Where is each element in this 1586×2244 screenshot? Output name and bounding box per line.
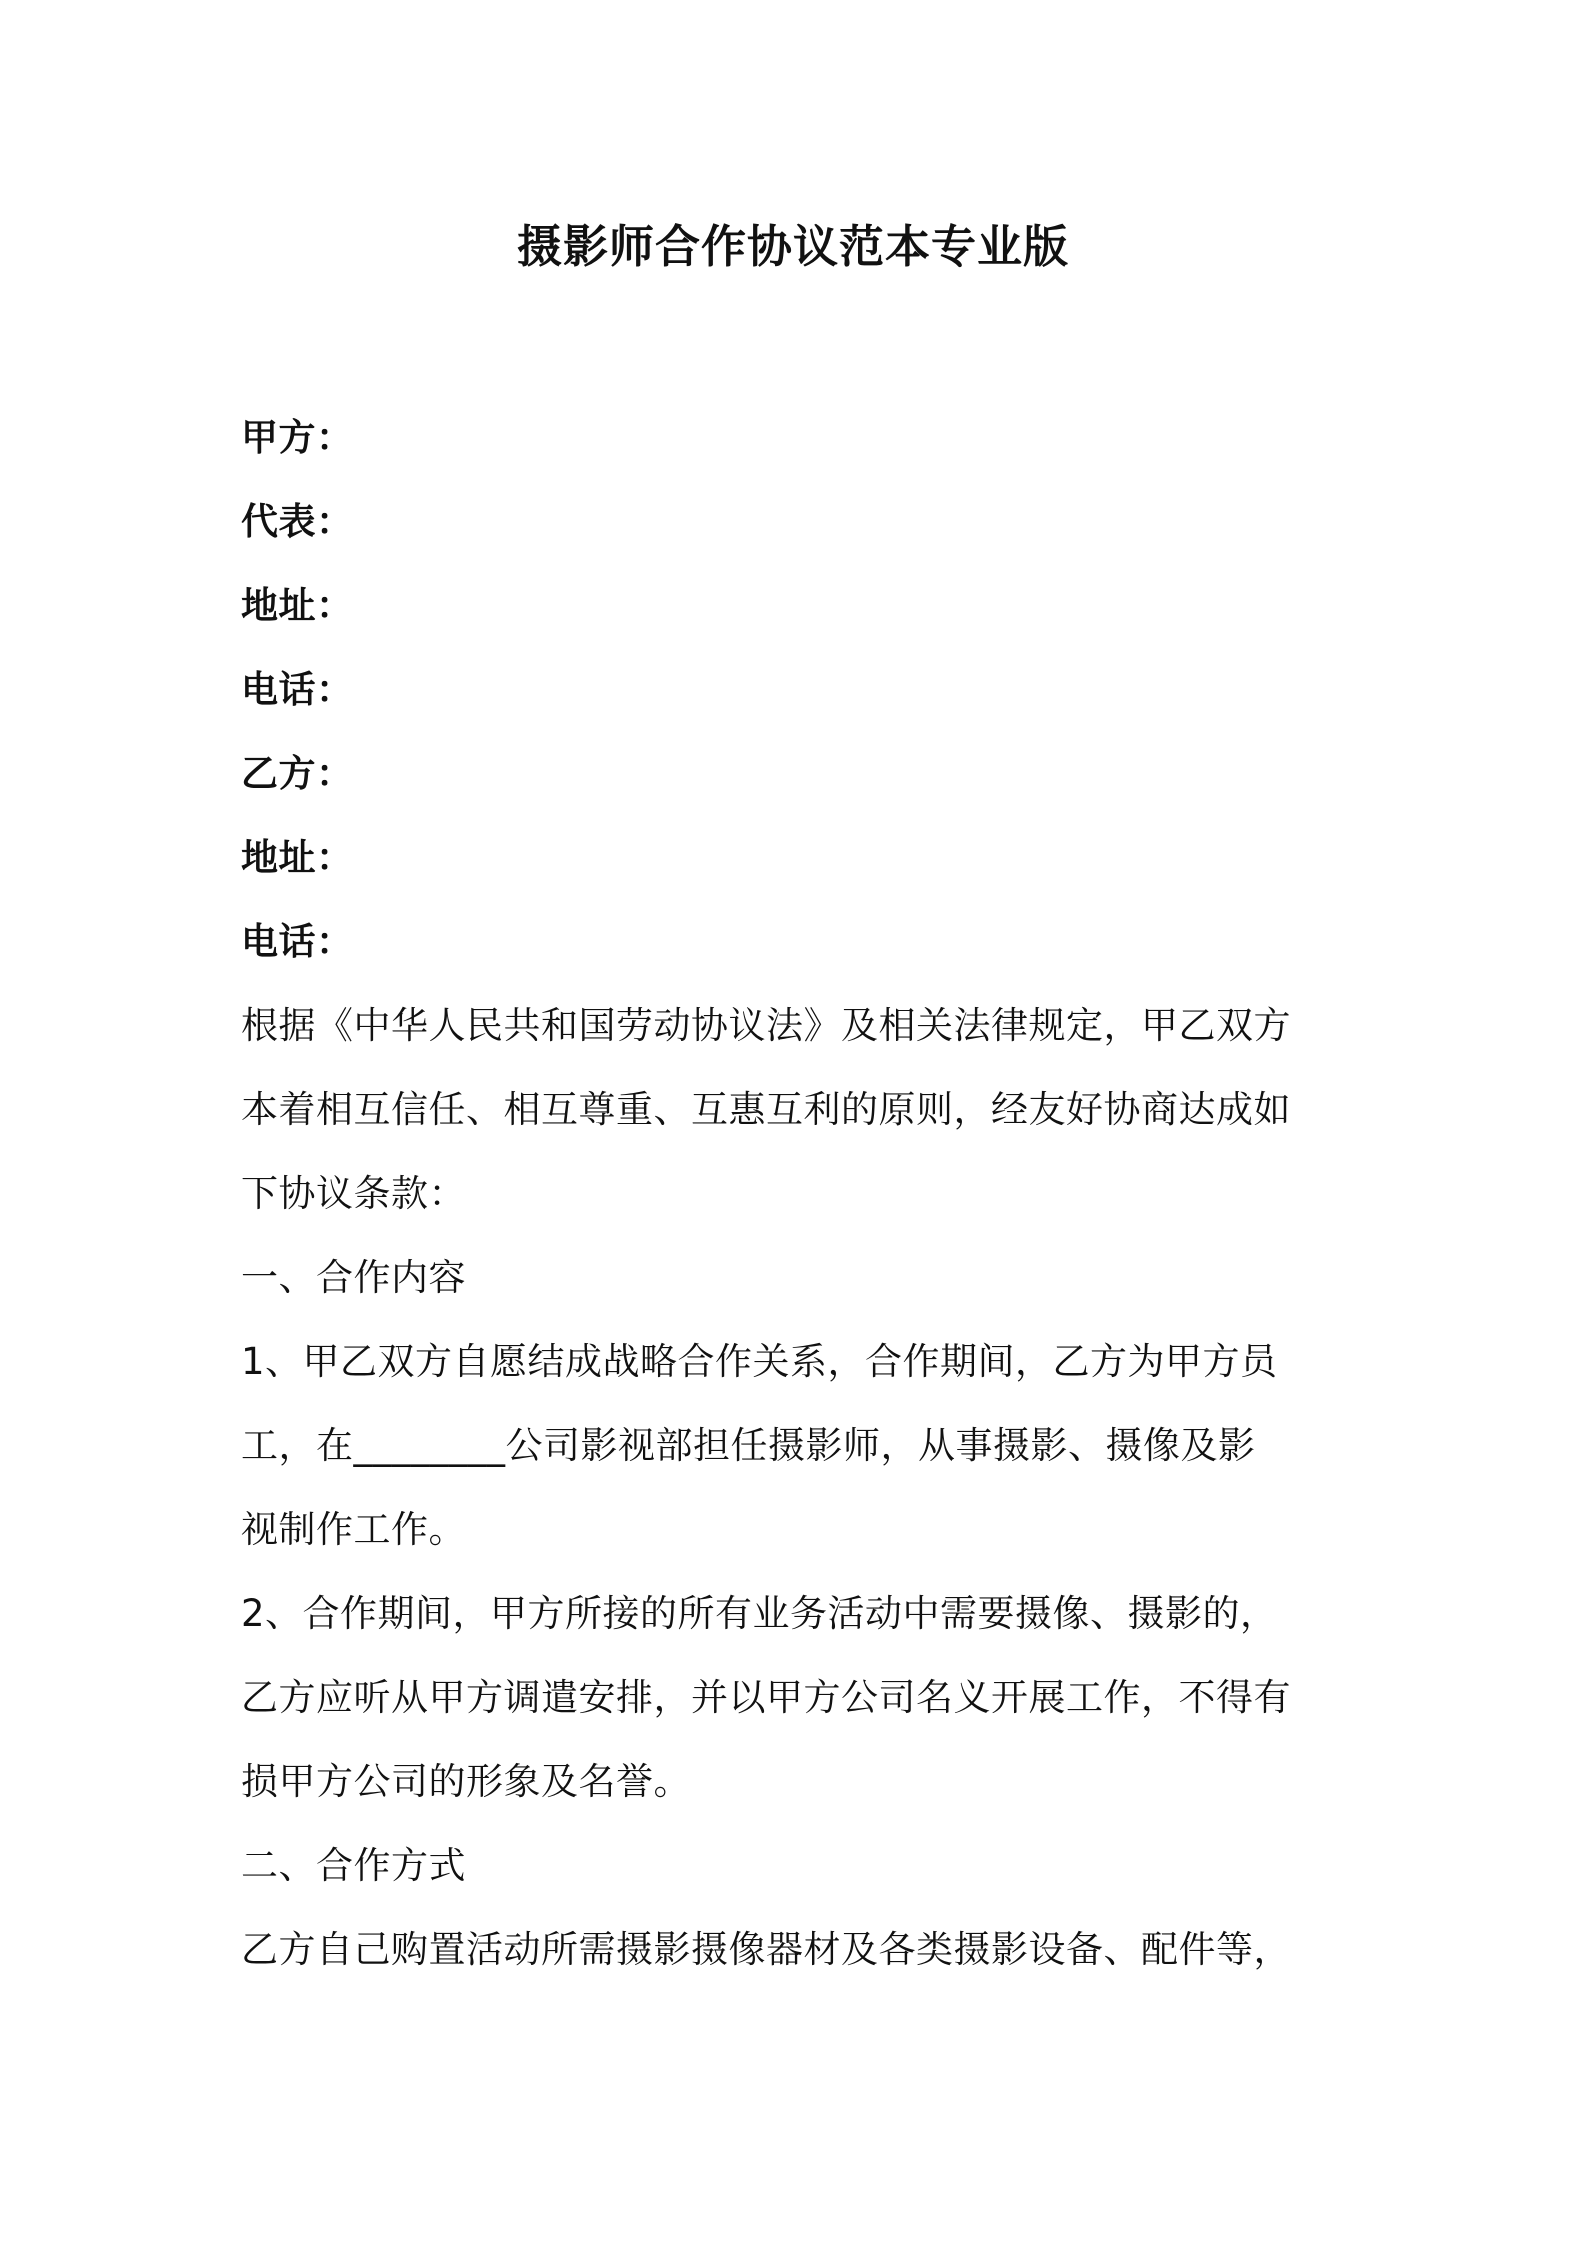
field-representative: 代表： [241, 500, 354, 543]
clause-line: 2、合作期间，甲方所接的所有业务活动中需要摄像、摄影的， [241, 1592, 1278, 1635]
field-party-b: 乙方： [241, 752, 354, 795]
document-body [241, 396, 1356, 1992]
preamble-line: 本着相互信任、相互尊重、互惠互利的原则，经友好协商达成如 [241, 1088, 1291, 1131]
section-heading-cooperation-content: 一、合作内容 [241, 1256, 466, 1299]
clause-line: 乙方应听从甲方调遣安排，并以甲方公司名义开展工作，不得有 [241, 1676, 1291, 1719]
field-phone-b: 电话： [241, 920, 354, 963]
preamble-line: 根据《中华人民共和国劳动协议法》及相关法律规定，甲乙双方 [241, 1004, 1291, 1047]
preamble-line: 下协议条款： [241, 1172, 466, 1215]
clause-line: 1、甲乙双方自愿结成战略合作关系，合作期间，乙方为甲方员 [241, 1340, 1278, 1383]
document-title: 摄影师合作协议范本专业版 [516, 220, 1069, 273]
field-phone-a: 电话： [241, 668, 354, 711]
field-party-a: 甲方： [241, 416, 354, 459]
clause-line: 视制作工作。 [241, 1508, 466, 1551]
clause-line: 乙方自己购置活动所需摄影摄像器材及各类摄影设备、配件等， [241, 1928, 1291, 1971]
clause-line: 损甲方公司的形象及名誉。 [241, 1760, 691, 1803]
field-address-a: 地址： [241, 584, 354, 627]
clause-line: 工，在________公司影视部担任摄影师，从事摄影、摄像及影 [241, 1424, 1256, 1467]
field-address-b: 地址： [241, 836, 354, 879]
section-heading-cooperation-method: 二、合作方式 [241, 1844, 466, 1887]
